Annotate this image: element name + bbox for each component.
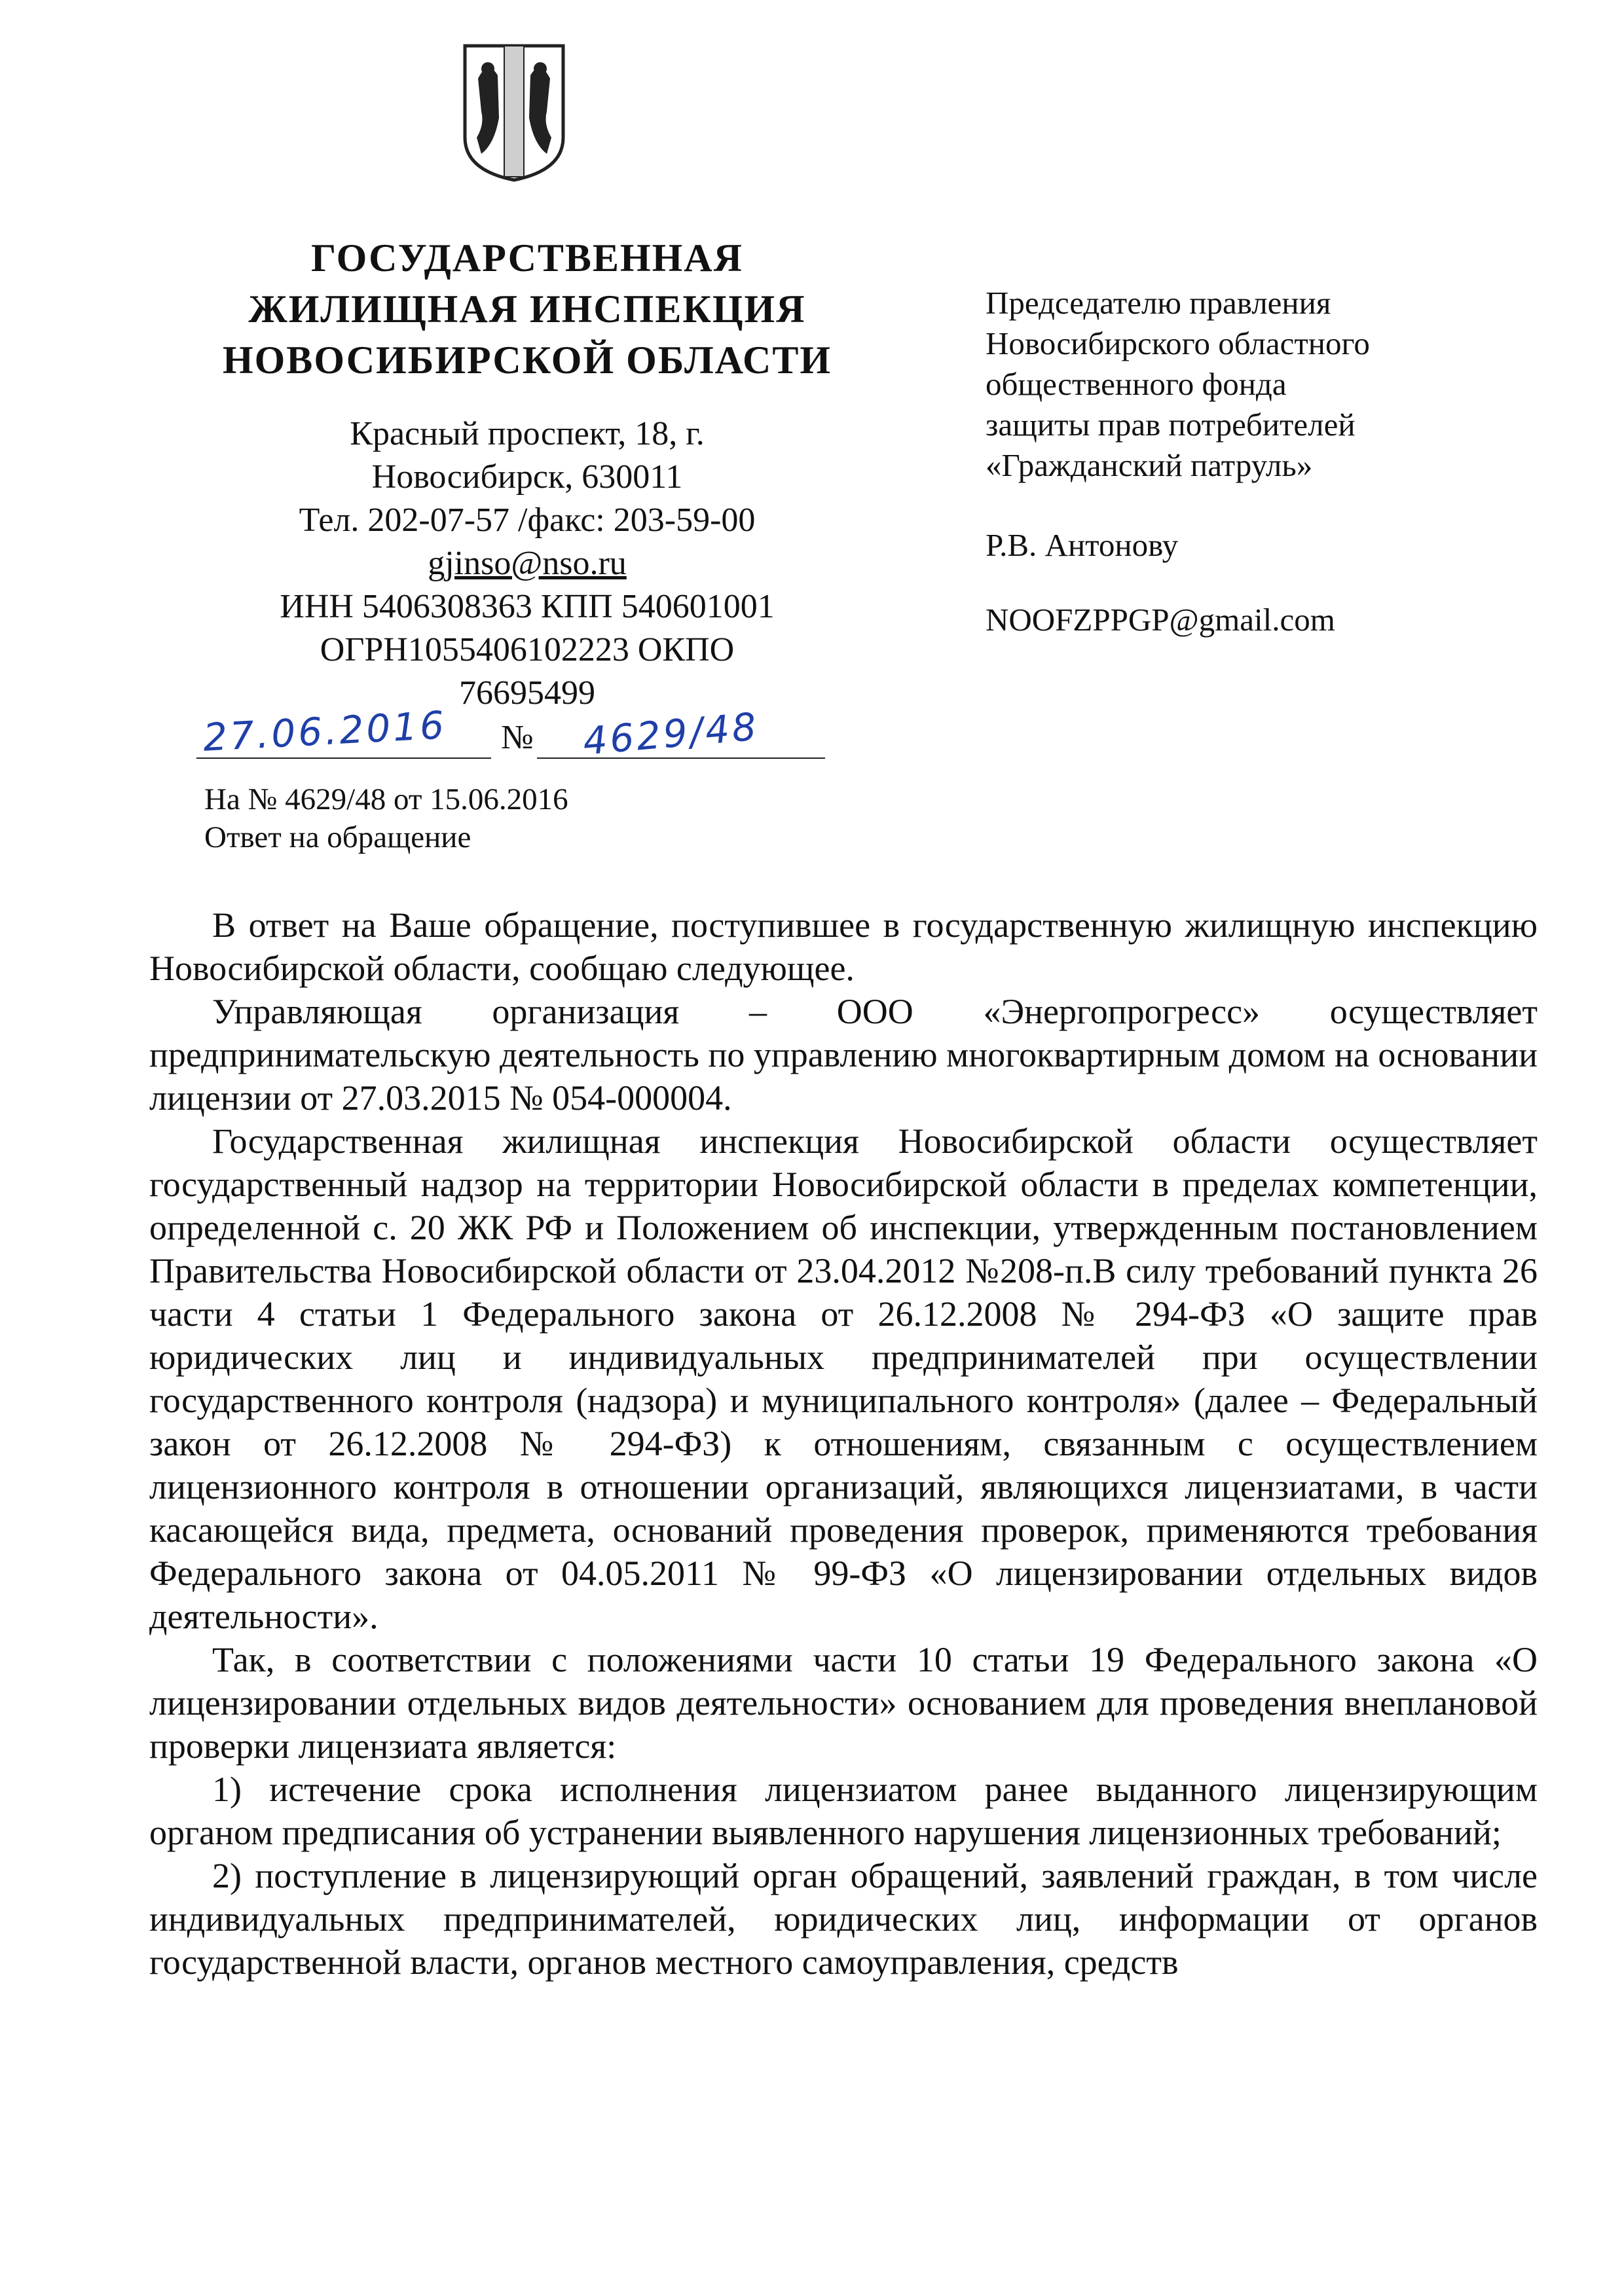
- sender-details: [151, 412, 904, 715]
- reference-subject: Ответ на обращение: [204, 820, 471, 854]
- inn-kpp-line: ИНН 5406308363 КПП 540601001: [280, 588, 775, 625]
- letter-body: [149, 903, 1538, 1984]
- organization-title-line: НОВОСИБИРСКОЙ ОБЛАСТИ: [222, 338, 832, 382]
- coat-of-arms-emblem: [458, 39, 570, 185]
- address-line: Новосибирск, 630011: [371, 458, 683, 496]
- recipient-name: Р.В. Антонову: [986, 527, 1179, 563]
- recipient-organization: «Гражданский патруль»: [986, 447, 1313, 483]
- ogrn-okpo-line: ОГРН1055406102223 ОКПО: [320, 631, 735, 668]
- body-paragraph: Государственная жилищная инспекция Новосибирской области осуществляет государственный надзор на территории Новосибирской области в пределах компетенции, определенной с. 20 ЖК РФ и Положением об инспекции, утвержденным постановлением Правительства Новосибирской области от 23.04.2012 №208-п.В силу требований пункта 26 части 4 статьи 1 Федерального закона от 26.12.2008 № 294-ФЗ «О защите прав юридических лиц и индивидуальных предпринимателей при осуществлении государственного контроля (надзора) и муниципального контроля» (далее – Федеральный закон от 26.12.2008 № 294-ФЗ) к отношениям, связанным с осуществлением лицензионного контроля в отношении организаций, являющихся лицензиатами, в части касающейся вида, предмета, оснований проведения проверок, применяются требования Федерального закона от 04.05.2011 № 99-ФЗ «О лицензировании отдельных видов деятельности».: [149, 1121, 1538, 1636]
- sender-email-link[interactable]: gjinso@nso.ru: [428, 545, 627, 582]
- recipient-line: Новосибирского областного: [986, 325, 1370, 361]
- phone-fax-line: Тел. 202-07-57 /факс: 203-59-00: [299, 501, 756, 539]
- reference-block: [204, 780, 794, 856]
- registration-line: [196, 704, 825, 763]
- number-underline: [537, 757, 825, 759]
- body-paragraph: Управляющая организация – ООО «Энергопрогресс» осуществляет предпринимательскую деятельность по управлению многоквартирным домом на основании лицензии от 27.03.2015 № 054-000004.: [149, 992, 1538, 1118]
- okpo-number-line: 76695499: [459, 674, 595, 712]
- reference-number: На № 4629/48 от 15.06.2016: [204, 782, 568, 816]
- body-list-item: 1) истечение срока исполнения лицензиатом ранее выданного лицензирующим органом предписания об устранении выявленного нарушения лицензионных требований;: [149, 1770, 1538, 1852]
- body-paragraph: В ответ на Ваше обращение, поступившее в государственную жилищную инспекцию Новосибирской области, сообщаю следующее.: [149, 905, 1538, 988]
- handwritten-number: 4629/48: [581, 704, 761, 764]
- date-underline: [196, 757, 491, 759]
- recipient-email[interactable]: NOOFZPPGP@gmail.com: [986, 602, 1335, 638]
- body-paragraph: Так, в соответствии с положениями части 10 статьи 19 Федерального закона «О лицензировании отдельных видов деятельности» основанием для проведения внеплановой проверки лицензиата является:: [149, 1640, 1538, 1766]
- number-sign: №: [501, 719, 534, 756]
- recipient-line: защиты прав потребителей: [986, 407, 1356, 443]
- address-line: Красный проспект, 18, г.: [350, 415, 705, 452]
- organization-title-line: ЖИЛИЩНАЯ ИНСПЕКЦИЯ: [248, 287, 806, 331]
- recipient-line: Председателю правления: [986, 285, 1331, 321]
- recipient-block: [986, 283, 1575, 640]
- recipient-line: общественного фонда: [986, 366, 1287, 402]
- organization-title: [151, 232, 904, 386]
- organization-title-line: ГОСУДАРСТВЕННАЯ: [311, 236, 743, 280]
- handwritten-date: 27.06.2016: [202, 702, 448, 760]
- body-list-item: 2) поступление в лицензирующий орган обращений, заявлений граждан, в том числе индивидуальных предпринимателей, юридических лиц, информации от органов государственной власти, органов местного самоуправления, средств: [149, 1856, 1538, 1982]
